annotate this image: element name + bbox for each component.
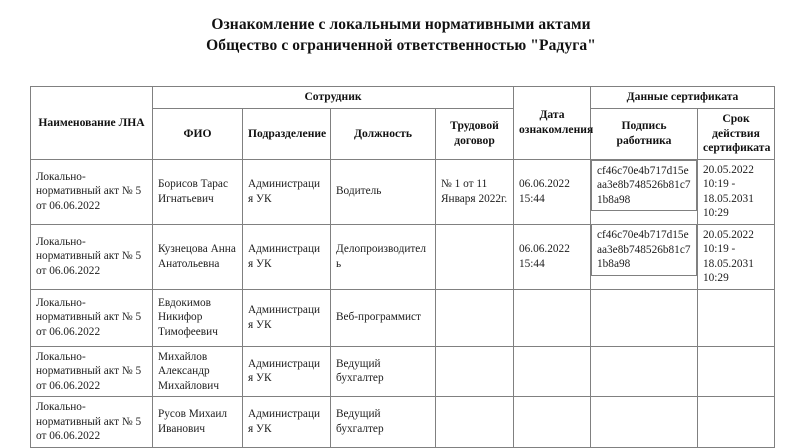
cell-employee-signature: cf46c70e4b717d15eaa3e8b748526b81c71b8a98 [591, 160, 697, 212]
cell-familiarization-date [514, 346, 591, 397]
table-row [31, 397, 775, 448]
header-position: Должность [331, 109, 436, 160]
cell-fio: Борисов Тарас Игнатьевич [153, 159, 243, 224]
cell-labor-contract: № 1 от 11 Января 2022г. [436, 159, 514, 224]
cell-lna-name: Локально-нормативный акт № 5 от 06.06.2022 [31, 346, 153, 397]
cell-department: Администрация УК [243, 397, 331, 448]
cell-certificate-validity [698, 346, 775, 397]
cell-labor-contract [436, 289, 514, 346]
header-employee-signature: Подпись работника [591, 109, 698, 160]
header-familiarization-date: Дата ознакомления [514, 87, 591, 160]
cell-department: Администрация УК [243, 346, 331, 397]
header-labor-contract: Трудовой договор [436, 109, 514, 160]
header-fio: ФИО [153, 109, 243, 160]
cell-certificate-validity: 20.05.2022 10:19 - 18.05.2031 10:29 [698, 224, 775, 289]
document-title [0, 0, 802, 56]
table-row [31, 224, 775, 289]
cell-familiarization-date [514, 289, 591, 346]
cell-familiarization-date: 06.06.2022 15:44 [514, 224, 591, 289]
cell-lna-name: Локально-нормативный акт № 5 от 06.06.2022 [31, 224, 153, 289]
cell-department: Администрация УК [243, 159, 331, 224]
cell-lna-name: Локально-нормативный акт № 5 от 06.06.2022 [31, 289, 153, 346]
lna-table-container [30, 86, 774, 448]
header-department: Подразделение [243, 109, 331, 160]
cell-position: Ведущий бухгалтер [331, 397, 436, 448]
cell-labor-contract [436, 346, 514, 397]
cell-certificate-validity: 20.05.2022 10:19 - 18.05.2031 10:29 [698, 159, 775, 224]
table-row [31, 346, 775, 397]
header-certificate-validity: Срок действия сертификата [698, 109, 775, 160]
cell-position: Ведущий бухгалтер [331, 346, 436, 397]
table-body [31, 159, 775, 447]
header-employee-group: Сотрудник [153, 87, 514, 109]
cell-familiarization-date [514, 397, 591, 448]
cell-employee-signature [591, 397, 698, 448]
title-line-1: Ознакомление с локальными нормативными актами [211, 16, 591, 33]
lna-familiarization-table [30, 86, 775, 448]
header-lna-name: Наименование ЛНА [31, 87, 153, 160]
cell-familiarization-date: 06.06.2022 15:44 [514, 159, 591, 224]
cell-lna-name: Локально-нормативный акт № 5 от 06.06.2022 [31, 397, 153, 448]
cell-employee-signature [591, 289, 698, 346]
cell-labor-contract [436, 397, 514, 448]
title-line-2: Общество с ограниченной ответственностью "Радуга" [206, 37, 596, 54]
cell-fio: Русов Михаил Иванович [153, 397, 243, 448]
table-row [31, 159, 775, 224]
cell-certificate-validity [698, 289, 775, 346]
cell-department: Администрация УК [243, 224, 331, 289]
cell-position: Водитель [331, 159, 436, 224]
cell-position: Делопроизводитель [331, 224, 436, 289]
cell-department: Администрация УК [243, 289, 331, 346]
table-header-row-group [31, 87, 775, 109]
cell-fio: Кузнецова Анна Анатольевна [153, 224, 243, 289]
cell-fio: Михайлов Александр Михайлович [153, 346, 243, 397]
cell-certificate-validity [698, 397, 775, 448]
cell-fio: Евдокимов Никифор Тимофеевич [153, 289, 243, 346]
cell-employee-signature: cf46c70e4b717d15eaa3e8b748526b81c71b8a98 [591, 224, 697, 276]
cell-lna-name: Локально-нормативный акт № 5 от 06.06.2022 [31, 159, 153, 224]
cell-position: Веб-программист [331, 289, 436, 346]
table-row [31, 289, 775, 346]
cell-employee-signature [591, 346, 698, 397]
table-head [31, 87, 775, 160]
header-certificate-data-group: Данные сертификата [591, 87, 775, 109]
cell-labor-contract [436, 224, 514, 289]
